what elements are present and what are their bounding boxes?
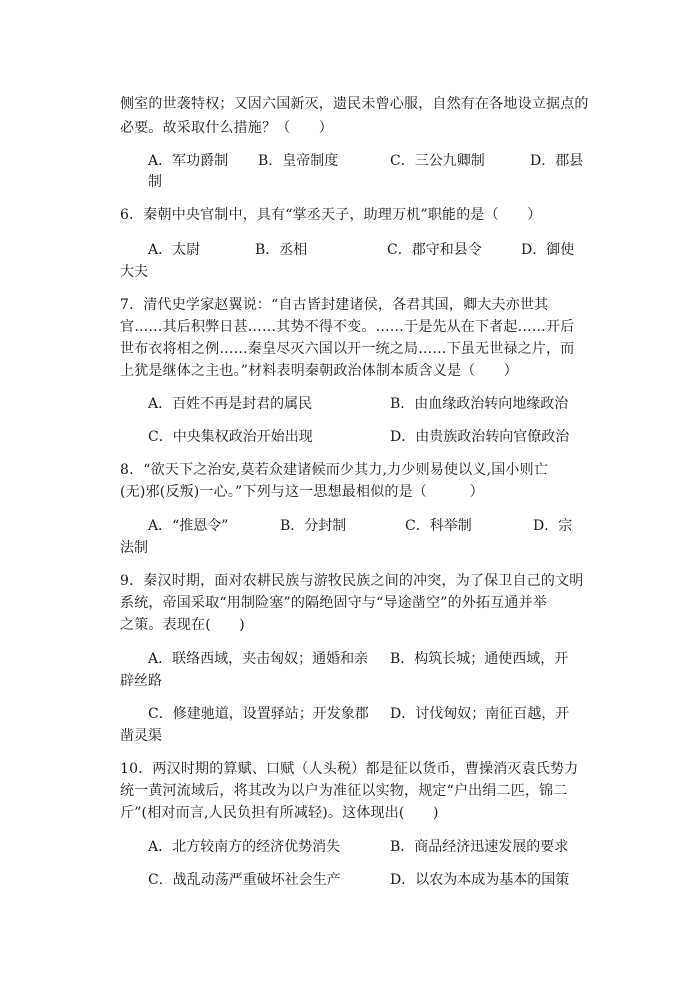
- q7-option-b: B．由血缘政治转向地缘政治: [390, 396, 569, 412]
- q8-stem-line-1: 8．“欲天下之治安,莫若众建诸候而少其力,力少则易使以义,国小则亡: [120, 462, 549, 478]
- q7-stem-line-2: 官……其后积弊日甚……其势不得不变。……于是先从在下者起……开后: [120, 319, 575, 335]
- q6-stem: 6．秦朝中央官制中，具有“掌丞天子，助理万机”职能的是（ ）: [120, 207, 542, 223]
- q7-option-c: C．中央集权政治开始出现: [148, 429, 313, 445]
- q10-option-b: B．商品经济迅速发展的要求: [390, 839, 569, 855]
- q9-option-d-wrap: 凿灵渠: [120, 728, 162, 744]
- q8-stem-line-2: (无)邪(反叛)一心。”下列与这一思想最相似的是（ ）: [120, 484, 484, 500]
- q5-option-d: D．郡县: [530, 153, 584, 169]
- q8-option-d-wrap: 法制: [120, 540, 148, 556]
- q5-option-c: C．三公九卿制: [390, 153, 485, 169]
- q5-option-a: A．军功爵制: [148, 153, 229, 169]
- q7-option-a: A．百姓不再是封君的属民: [148, 396, 313, 412]
- q5-option-d-wrap: 制: [148, 174, 162, 190]
- q9-stem-line-1: 9．秦汉时期，面对农耕民族与游牧民族之间的冲突，为了保卫自己的文明: [120, 573, 584, 589]
- q5-stem-line-1: 侧室的世袭特权；又因六国新灭，遗民未曾心服，自然有在各地设立据点的: [120, 96, 589, 112]
- q7-stem-line-3: 世布衣将相之例……秦皇尽灭六国以开一统之局……下虽无世禄之片，而: [120, 341, 575, 357]
- q10-stem-line-1: 10．两汉时期的算赋、口赋（人头税）都是征以货币，曹操消灭袁氏势力: [120, 761, 579, 777]
- q9-option-c: C．修建驰道，设置驿站；开发象郡: [148, 706, 369, 722]
- q9-option-b: B．构筑长城；通使西域，开: [390, 651, 569, 667]
- q10-option-a: A．北方较南方的经济优势消失: [148, 839, 341, 855]
- q6-option-b: B．丞相: [255, 242, 308, 258]
- q7-option-d: D．由贵族政治转向官僚政治: [390, 429, 570, 445]
- q6-option-c: C．郡守和县令: [387, 242, 482, 258]
- q7-stem-line-1: 7．清代史学家赵翼说：“自古皆封建诸侯，各君其国，卿大夫亦世其: [120, 297, 549, 313]
- q9-stem-line-3: 之策。表现在( ): [120, 617, 245, 633]
- q5-stem-line-2: 必要。故采取什么措施？（ ）: [120, 120, 333, 136]
- q6-option-a: A．太尉: [148, 242, 201, 258]
- q8-option-b: B．分封制: [280, 518, 347, 534]
- q10-stem-line-2: 统一黄河流域后，将其改为以户为准征以实物，规定“户出绢二匹，锦二: [120, 783, 568, 799]
- q7-stem-line-4: 上犹是继体之主也。”材料表明秦朝政治体制本质含义是（ ）: [120, 363, 518, 379]
- q5-option-b: B．皇帝制度: [258, 153, 339, 169]
- q8-option-c: C．科举制: [405, 518, 472, 534]
- q8-option-a: A．“推恩令”: [148, 518, 229, 534]
- q10-option-d: D．以农为本成为基本的国策: [390, 872, 570, 888]
- q10-option-c: C．战乱动荡严重破坏社会生产: [148, 872, 341, 888]
- q6-option-d: D．御使: [521, 242, 575, 258]
- q10-stem-line-3: 斤”(相对而言,人民负担有所减轻)。这体现出( ): [120, 805, 439, 821]
- q9-stem-line-2: 系统，帝国采取“用制险塞”的隔绝固守与“导途凿空”的外拓互通并举: [120, 595, 548, 611]
- q9-option-a: A．联络西域，夹击匈奴；通婚和亲: [148, 651, 369, 667]
- q8-option-d: D．宗: [533, 518, 573, 534]
- q6-option-d-wrap: 大夫: [120, 264, 148, 280]
- q9-option-b-wrap: 辟丝路: [120, 673, 162, 689]
- q9-option-d: D．讨伐匈奴；南征百越，开: [390, 706, 570, 722]
